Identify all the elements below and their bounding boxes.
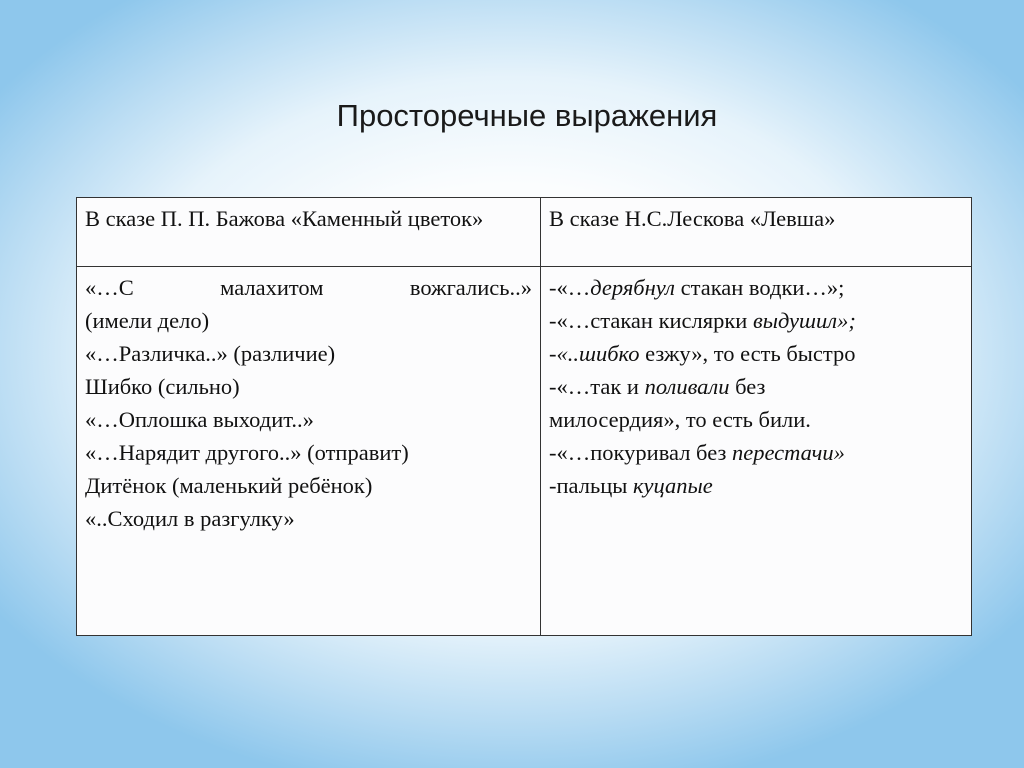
list-item: -«…дерябнул стакан водки…»; bbox=[549, 275, 845, 300]
list-item: -«…стакан кислярки выдушил»; bbox=[549, 308, 856, 333]
comparison-table bbox=[76, 197, 972, 636]
list-item: -пальцы куцапые bbox=[549, 473, 713, 498]
list-item: -«..шибко езжу», то есть быстро bbox=[549, 341, 856, 366]
bazhov-expressions-cell bbox=[77, 267, 541, 636]
list-item: Дитёнок (маленький ребёнок) bbox=[85, 473, 373, 498]
list-item: -«…так и поливали без bbox=[549, 374, 766, 399]
list-item: Шибко (сильно) bbox=[85, 374, 240, 399]
header-leskov: В сказе Н.С.Лескова «Левша» bbox=[541, 198, 972, 267]
leskov-expressions-cell bbox=[541, 267, 972, 636]
table-header-row bbox=[77, 198, 972, 267]
header-bazhov: В сказе П. П. Бажова «Каменный цветок» bbox=[77, 198, 541, 267]
list-item: «…Нарядит другого..» (отправит) bbox=[85, 440, 409, 465]
slide-title: Просторечные выражения bbox=[336, 98, 718, 133]
list-item: -«…покуривал без перестачи» bbox=[549, 440, 845, 465]
list-item: «…Различка..» (различие) bbox=[85, 341, 336, 366]
list-item: (имели дело) bbox=[85, 308, 210, 333]
list-item: «..Сходил в разгулку» bbox=[85, 506, 295, 531]
list-item: «…С малахитом вожгались..» bbox=[85, 275, 532, 300]
table-row bbox=[77, 267, 972, 636]
list-item: «…Оплошка выходит..» bbox=[85, 407, 314, 432]
list-item: милосердия», то есть били. bbox=[549, 407, 811, 432]
